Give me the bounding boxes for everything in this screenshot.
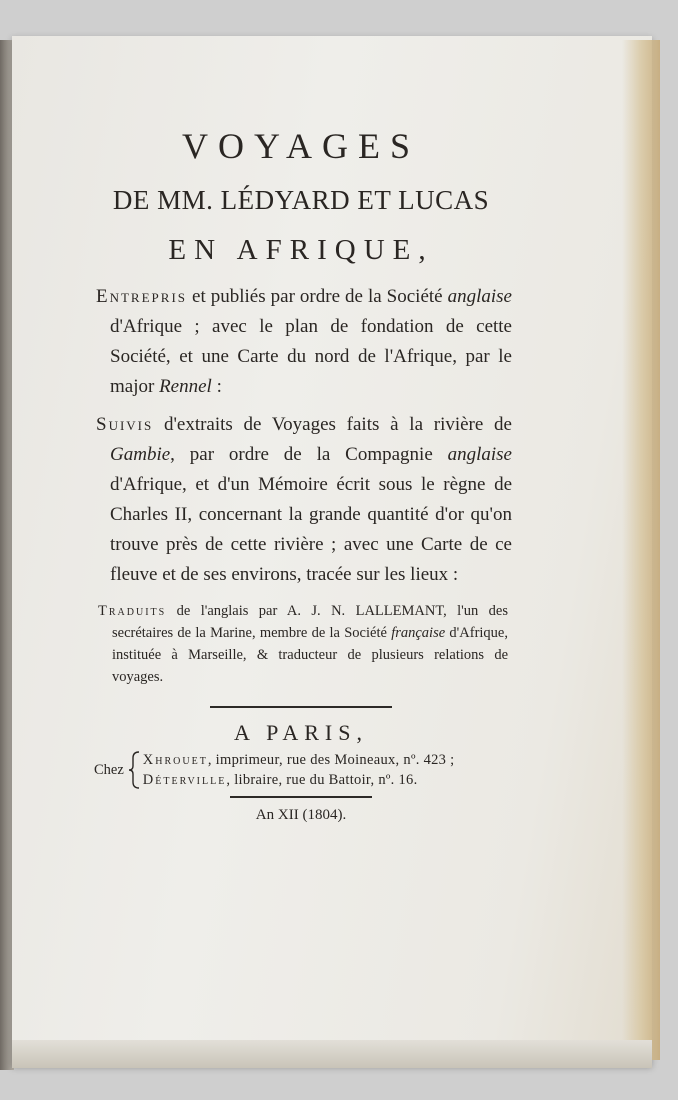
lead-word: Suivis — [96, 414, 154, 435]
title-page-content — [86, 124, 516, 826]
text: d'Afrique ; avec le plan de fondation de cette Société, et une Carte du nord de l'Afrique, par le major — [110, 316, 512, 397]
italic-text: Gambie — [110, 444, 171, 465]
page-bottom-edge — [12, 1040, 652, 1068]
imprint-printer — [143, 750, 455, 770]
title-line-2: DE MM. LÉDYARD ET LUCAS — [112, 185, 490, 215]
italic-text: française — [391, 625, 446, 641]
text: de l'anglais par A. J. N. LALLEMANT, l'un des secrétaires de la Marine, membre de la Société — [112, 603, 508, 641]
text: : — [211, 376, 222, 397]
lead-word: Entrepris — [96, 286, 188, 307]
brace-icon — [127, 751, 141, 789]
italic-text: Rennel — [159, 376, 212, 397]
imprint-address-list — [143, 750, 455, 790]
page-edge-stain — [622, 40, 660, 1060]
divider-rule — [230, 796, 372, 798]
paragraph-entrepris — [86, 282, 516, 402]
bookseller-name: Déterville — [142, 772, 227, 788]
title-line-3: EN AFRIQUE, — [168, 234, 434, 266]
italic-text: anglaise — [447, 444, 512, 465]
bookseller-address: , libraire, rue du Battoir, nº. 16. — [226, 772, 418, 788]
text: d'Afrique, et d'un Mémoire écrit sous le règne de Charles II, concernant la grande quantité d'or qu'on trouve près de cette rivière ; avec une Carte de ce fleuve et de ses environs, tracée sur les lieux : — [110, 474, 512, 585]
imprint-city: A PARIS, — [233, 720, 368, 745]
title-line-1: VOYAGES — [181, 126, 420, 166]
text: d'extraits de Voyages faits à la rivière de — [153, 414, 512, 435]
printer-address: , imprimeur, rue des Moineaux, nº. 423 ; — [207, 752, 455, 768]
text: et publiés par ordre de la Société — [187, 286, 448, 307]
divider-rule — [210, 706, 392, 708]
imprint-bookseller — [143, 770, 455, 790]
lead-word: Traduits — [98, 603, 167, 619]
paragraph-suivis — [86, 410, 516, 590]
text: , par ordre de la Compagnie — [170, 444, 448, 465]
imprint-addresses — [86, 750, 516, 790]
imprint-chez: Chez — [94, 762, 124, 778]
imprint-year: An XII (1804). — [255, 807, 347, 823]
printer-name: Xhrouet — [142, 752, 208, 768]
paragraph-traduits — [86, 600, 516, 688]
italic-text: anglaise — [447, 286, 512, 307]
text: d'Afrique, instituée à Marseille, & traducteur de plusieurs relations de voyages. — [112, 625, 508, 685]
